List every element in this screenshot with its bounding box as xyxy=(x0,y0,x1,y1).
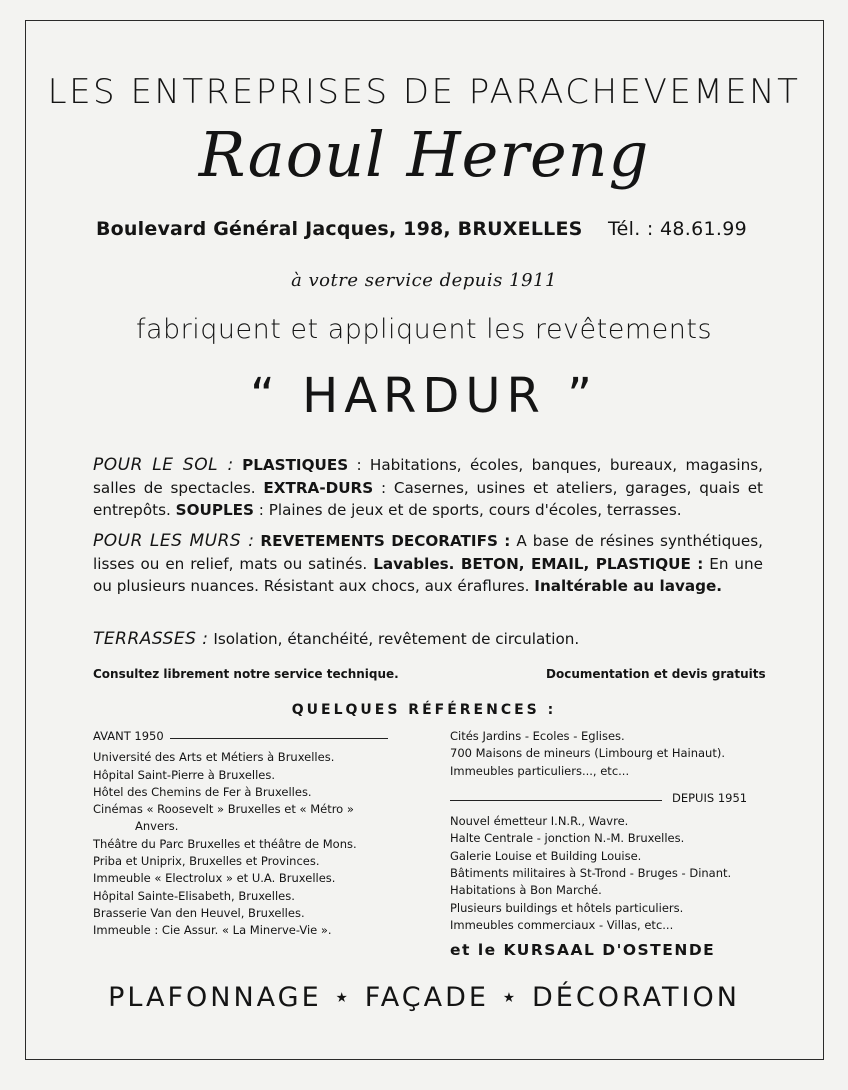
sol-text-3: : Plaines de jeux et de sports, cours d'écoles, terrasses. xyxy=(253,501,682,519)
product-name: “ HARDUR ” xyxy=(250,368,598,424)
sol-extra-durs: EXTRA-DURS xyxy=(263,478,374,497)
reference-item: Halte Centrale - jonction N.-M. Bruxelles. xyxy=(450,831,685,846)
reference-item: Théâtre du Parc Bruxelles et théâtre de Mons. xyxy=(93,836,357,851)
section-sol xyxy=(93,454,763,522)
section-murs xyxy=(93,530,763,598)
reference-item: Galerie Louise et Building Louise. xyxy=(450,848,642,863)
references-after-column xyxy=(450,728,762,960)
section-murs-category: POUR LES MURS : xyxy=(93,531,255,551)
reference-item: Immeuble : Cie Assur. « La Minerve-Vie ». xyxy=(93,923,332,938)
company-phone: Tél. : 48.61.99 xyxy=(608,218,747,240)
sol-plastiques: PLASTIQUES xyxy=(242,456,349,474)
header-title: LES ENTREPRISES DE PARACHEVEMENT xyxy=(47,72,801,112)
kursaal-highlight: et le KURSAAL D'OSTENDE xyxy=(450,941,716,960)
terrasses-text: Isolation, étanchéité, revêtement de circulation. xyxy=(208,630,580,648)
sol-souples: SOUPLES xyxy=(175,501,254,519)
since-line: à votre service depuis 1911 xyxy=(291,270,557,291)
section-terrasses-category: TERRASSES : xyxy=(93,629,209,649)
reference-item: Immeuble « Electrolux » et U.A. Bruxelles. xyxy=(93,871,336,886)
company-address: Boulevard Général Jacques, 198, BRUXELLES xyxy=(96,218,583,240)
reference-item: Anvers. xyxy=(135,819,179,834)
tagline: fabriquent et appliquent les revêtements xyxy=(135,314,713,345)
reference-item: Hôtel des Chemins de Fer à Bruxelles. xyxy=(93,784,312,799)
devis-note: Documentation et devis gratuits xyxy=(546,667,766,681)
after-rule xyxy=(450,800,662,801)
footer-services: PLAFONNAGE ⋆ FAÇADE ⋆ DÉCORATION xyxy=(108,982,740,1013)
reference-item: Immeubles particuliers..., etc... xyxy=(450,763,630,778)
reference-item: Brasserie Van den Heuvel, Bruxelles. xyxy=(93,905,305,920)
reference-item: Bâtiments militaires à St-Trond - Bruges - Dinant. xyxy=(450,866,732,881)
reference-item: Université des Arts et Métiers à Bruxelles. xyxy=(93,750,335,765)
reference-item: 700 Maisons de mineurs (Limbourg et Hainaut). xyxy=(450,746,725,761)
sol-text-2: : Casernes, usines et ateliers, garages, quais et entrepôts. xyxy=(93,478,763,519)
sol-text-1: : Habitations, écoles, banques, bureaux, magasins, salles de spectacles. xyxy=(93,456,763,497)
after-heading xyxy=(450,790,762,807)
before-label: AVANT 1950 xyxy=(93,729,164,743)
murs-revetements: REVETEMENTS DECORATIFS : xyxy=(260,532,511,550)
reference-item: Hôpital Saint-Pierre à Bruxelles. xyxy=(93,767,276,782)
company-name: Raoul Hereng xyxy=(198,118,650,191)
murs-text-2: En une ou plusieurs nuances. Résistant aux chocs, aux éraflures. xyxy=(93,554,763,595)
murs-text-1: A base de résines synthétiques, lisses ou en relief, mats ou satinés. xyxy=(93,532,764,573)
section-terrasses xyxy=(93,628,763,651)
service-note: Consultez librement notre service technique. xyxy=(93,667,399,681)
after-label: DEPUIS 1951 xyxy=(672,790,748,805)
murs-inalterable: Inaltérable au lavage. xyxy=(534,577,723,595)
reference-item: Habitations à Bon Marché. xyxy=(450,883,602,898)
reference-item: Priba et Uniprix, Bruxelles et Provinces. xyxy=(93,854,320,869)
reference-item: Hôpital Sainte-Elisabeth, Bruxelles. xyxy=(93,888,295,903)
references-before-column xyxy=(93,728,405,940)
reference-item: Cités Jardins - Ecoles - Eglises. xyxy=(450,729,625,743)
section-sol-category: POUR LE SOL : xyxy=(93,455,234,475)
before-heading xyxy=(93,728,405,745)
before-rule xyxy=(170,738,388,739)
reference-item: Immeubles commerciaux - Villas, etc... xyxy=(450,917,674,932)
references-title: QUELQUES RÉFÉRENCES : xyxy=(291,702,557,718)
reference-item: Nouvel émetteur I.N.R., Wavre. xyxy=(450,814,629,829)
murs-lavables: Lavables. BETON, EMAIL, PLASTIQUE : xyxy=(373,554,704,573)
reference-item: Cinémas « Roosevelt » Bruxelles et « Métro » xyxy=(93,802,354,817)
reference-item: Plusieurs buildings et hôtels particuliers. xyxy=(450,900,684,915)
